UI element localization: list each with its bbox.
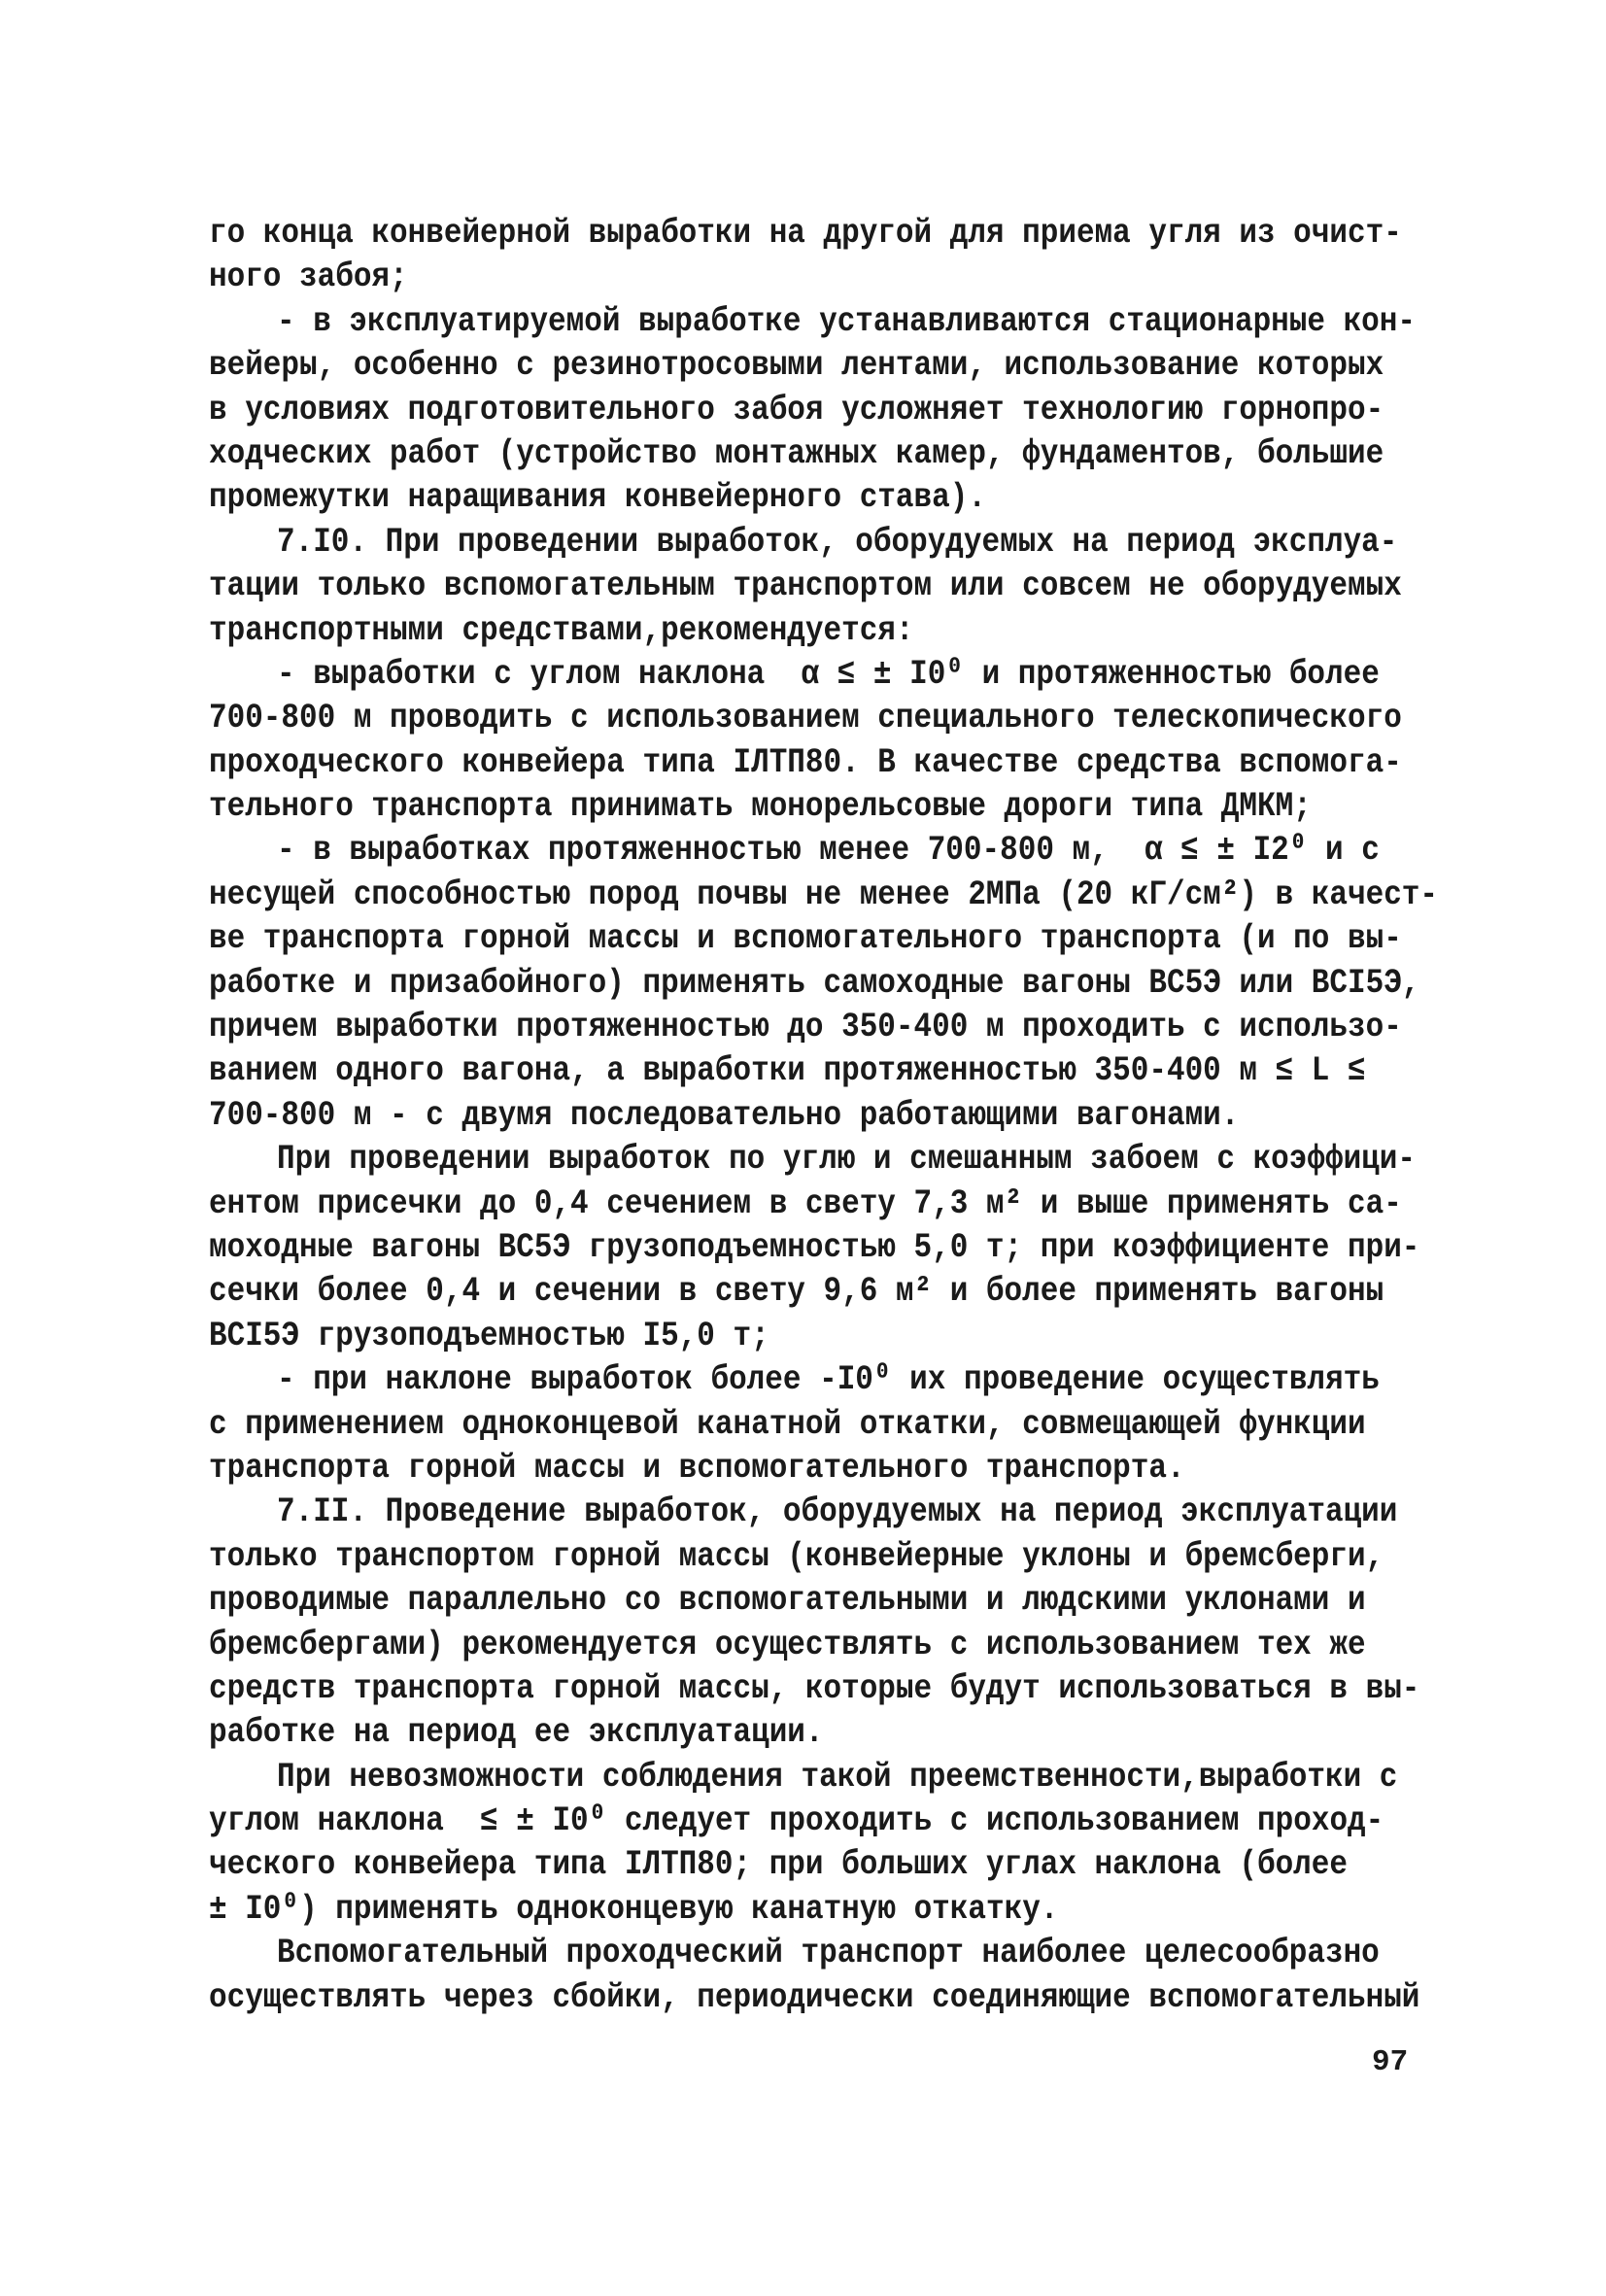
text-line: с применением одноконцевой канатной откатки, совмещающей функции — [209, 1404, 1366, 1445]
text-line: работке и призабойного) применять самоходные вагоны ВС5Э или ВСI5Э, — [209, 963, 1420, 1004]
text-line: тации только вспомогательным транспортом или совсем не оборудуемых — [209, 566, 1402, 606]
text-line: несущей способностью пород почвы не менее 2МПа (20 кГ/см²) в качест- — [209, 875, 1439, 915]
text-line: транспорта горной массы и вспомогательного транспорта. — [209, 1449, 1185, 1489]
text-line: ентом присечки до 0,4 сечением в свету 7,3 м² и выше применять са- — [209, 1183, 1402, 1224]
text-line: 7.II. Проведение выработок, оборудуемых на период эксплуатации — [277, 1492, 1398, 1532]
text-line: только транспортом горной массы (конвейерные уклоны и бремсберги, — [209, 1537, 1384, 1577]
text-line: При проведении выработок по углю и смешанным забоем с коэффици- — [277, 1140, 1416, 1180]
text-line: ± I0⁰) применять одноконцевую канатную откатку. — [209, 1890, 1059, 1930]
text-line: моходные вагоны ВС5Э грузоподъемностью 5,0 т; при коэффициенте при- — [209, 1228, 1420, 1268]
text-line: го конца конвейерной выработки на другой для приема угля из очист- — [209, 214, 1402, 254]
text-line: ВСI5Э грузоподъемностью I5,0 т; — [209, 1317, 769, 1356]
body-text — [209, 212, 1439, 2020]
text-line: средств транспорта горной массы, которые будут использоваться в вы- — [209, 1669, 1420, 1709]
text-line: - при наклоне выработок более -I0⁰ их проведение осуществлять — [277, 1360, 1380, 1400]
text-line: Вспомогательный проходческий транспорт наиболее целесообразно — [277, 1934, 1380, 1973]
text-line: в условиях подготовительного забоя усложняет технологию горнопро- — [209, 390, 1384, 430]
text-line: - в выработках протяженностью менее 700-800 м, α ≤ ± I2⁰ и с — [277, 831, 1380, 872]
text-line: ве транспорта горной массы и вспомогательного транспорта (и по вы- — [209, 919, 1402, 959]
text-line: 7.I0. При проведении выработок, оборудуемых на период эксплуа- — [277, 523, 1398, 563]
text-line: 700-800 м - с двумя последовательно работающими вагонами. — [209, 1096, 1240, 1136]
text-line: вейеры, особенно с резинотросовыми лентами, использование которых — [209, 346, 1384, 386]
text-line: 700-800 м проводить с использованием специального телескопического — [209, 699, 1402, 738]
text-line: промежутки наращивания конвейерного става). — [209, 478, 986, 518]
text-line: ванием одного вагона, а выработки протяженностью 350-400 м ≤ L ≤ — [209, 1051, 1366, 1092]
text-line: углом наклона ≤ ± I0⁰ следует проходить с использованием проход- — [209, 1801, 1384, 1841]
text-line: причем выработки протяженностью до 350-400 м проходить с использо- — [209, 1008, 1402, 1047]
text-line: транспортными средствами,рекомендуется: — [209, 610, 914, 651]
text-line: ческого конвейера типа IЛТП80; при больших углах наклона (более — [209, 1845, 1348, 1886]
text-line: тельного транспорта принимать монорельсовые дороги типа ДМКМ; — [209, 787, 1312, 827]
text-line: - в эксплуатируемой выработке устанавливаются стационарные кон- — [277, 302, 1416, 342]
text-line: работке на период ее эксплуатации. — [209, 1713, 824, 1753]
text-line: бремсбергами) рекомендуется осуществлять с использованием тех же — [209, 1625, 1366, 1665]
text-line: ного забоя; — [209, 257, 408, 297]
text-line: сечки более 0,4 и сечении в свету 9,6 м² и более применять вагоны — [209, 1272, 1384, 1312]
page-number: 97 — [1372, 2045, 1409, 2079]
text-line: проводимые параллельно со вспомогательными и людскими уклонами и — [209, 1581, 1366, 1621]
text-line: осуществлять через сбойки, периодически соединяющие вспомогательный — [209, 1977, 1420, 2018]
text-line: проходческого конвейера типа IЛТП80. В качестве средства вспомога- — [209, 743, 1402, 783]
text-line: ходческих работ (устройство монтажных камер, фундаментов, большие — [209, 434, 1384, 474]
text-line: - выработки с углом наклона α ≤ ± I0⁰ и протяженностью более — [277, 655, 1380, 695]
text-line: При невозможности соблюдения такой преемственности,выработки с — [277, 1758, 1398, 1798]
